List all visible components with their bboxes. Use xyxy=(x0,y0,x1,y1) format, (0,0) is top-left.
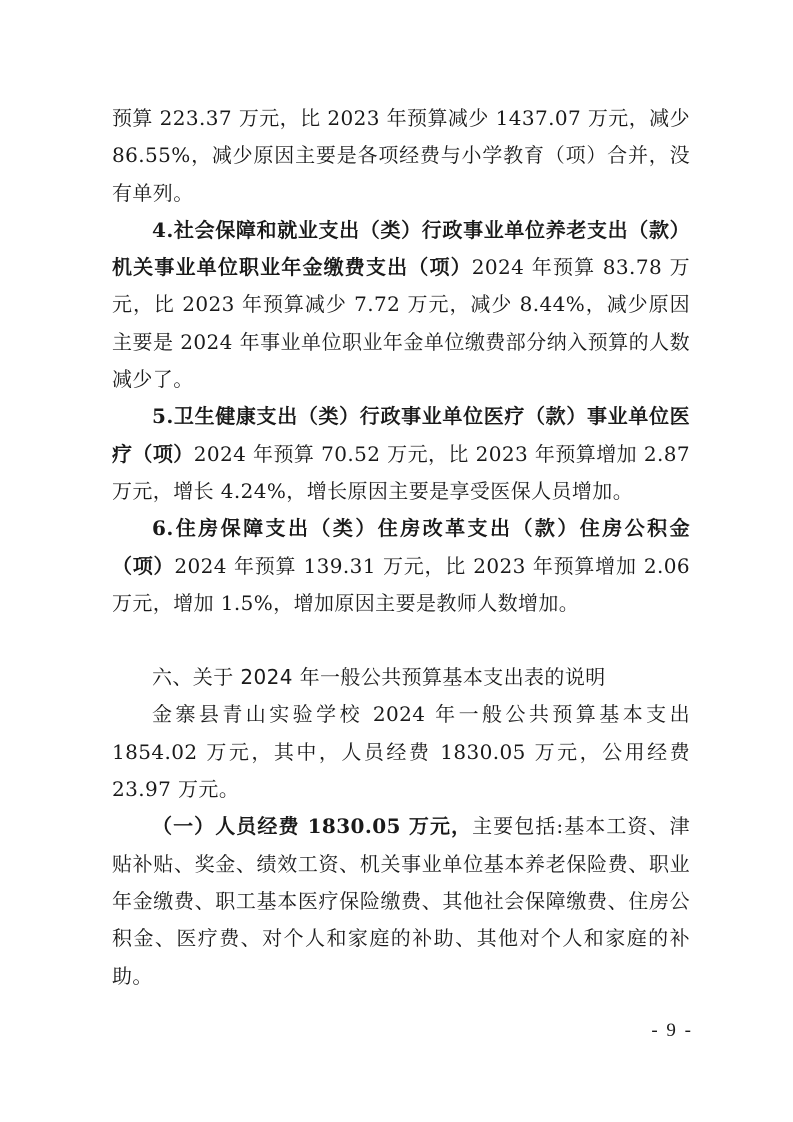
item-4-body: 2024 年预算 83.78 万元，比 2023 年预算减少 7.72 万元，减少 8.44%，减少原因主要是 2024 年事业单位职业年金单位缴费部分纳入预算的人数减少了。 xyxy=(112,255,690,392)
paragraph-item-4 xyxy=(112,212,690,398)
document-body xyxy=(112,100,690,995)
personnel-expenses-heading: （一）人员经费 1830.05 万元， xyxy=(152,814,473,839)
item-4-heading: 4.社会保障和就业支出（类）行政事业单位养老支出（款）机关事业单位职业年金缴费支出（项） xyxy=(112,217,690,280)
paragraph-item-5 xyxy=(112,398,690,510)
section-6-heading: 六、关于 2024 年一般公共预算基本支出表的说明 xyxy=(152,665,606,690)
item-6-body: 2024 年预算 139.31 万元，比 2023 年预算增加 2.06 万元，增加 1.5%，增加原因主要是教师人数增加。 xyxy=(112,553,691,615)
section-spacer xyxy=(112,622,690,659)
page-number: - 9 - xyxy=(651,1020,693,1041)
paragraph-continuation: 预算 223.37 万元，比 2023 年预算减少 1437.07 万元，减少 86.55%，减少原因主要是各项经费与小学教育（项）合并，没有单列。 xyxy=(112,106,690,205)
paragraph-section-6-summary: 金寨县青山实验学校 2024 年一般公共预算基本支出 1854.02 万元，其中，人员经费 1830.05 万元，公用经费 23.97 万元。 xyxy=(112,702,690,802)
item-5-body: 2024 年预算 70.52 万元，比 2023 年预算增加 2.87 万元，增长 4.24%，增长原因主要是享受医保人员增加。 xyxy=(112,441,690,503)
paragraph-item-6 xyxy=(112,510,690,622)
paragraph-personnel-expenses xyxy=(112,808,690,994)
item-5-heading: 5.卫生健康支出（类）行政事业单位医疗（款）事业单位医疗（项） xyxy=(112,404,690,466)
item-6-heading: 6.住房保障支出（类）住房改革支出（款）住房公积金（项） xyxy=(112,516,690,578)
personnel-expenses-body: 主要包括:基本工资、津贴补贴、奖金、绩效工资、机关事业单位基本养老保险费、职业年金缴费、职工基本医疗保险缴费、其他社会保障缴费、住房公积金、医疗费、对个人和家庭的补助、其他对个人和家庭的补助。 xyxy=(112,814,690,988)
